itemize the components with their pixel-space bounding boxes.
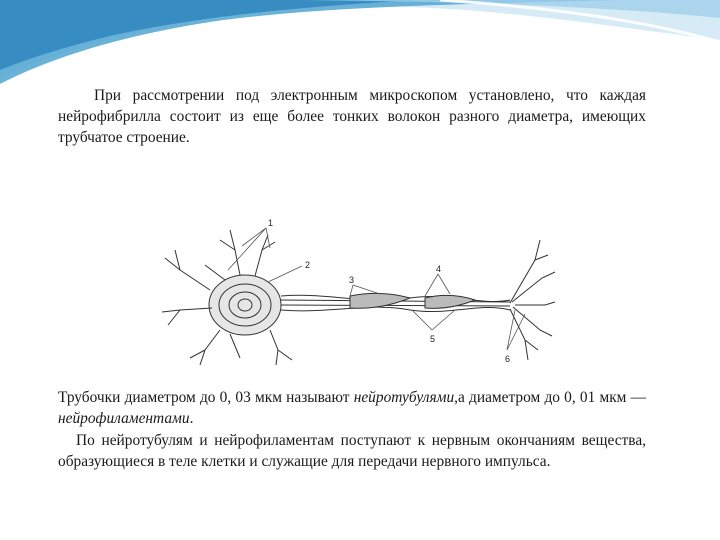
figure-label-1: 1	[268, 218, 274, 228]
intro-paragraph: При рассмотрении под электронным микроскопом установлено, что каждая нейрофибрилла состоит из еще более тонких волокон разного диаметра, имеющих трубчатое строение.	[58, 87, 646, 146]
transport-paragraph: По нейротубулям и нейрофиламентам поступают к нервным окончаниям вещества, образующиеся в теле клетки и служащие для передачи нервного импульса.	[58, 432, 646, 470]
definition-text-part2: ,а диаметром до 0, 01 мкм —	[454, 389, 646, 406]
axon	[281, 293, 510, 311]
axon-terminal-branches	[510, 240, 555, 360]
figure-label-3: 3	[349, 275, 355, 285]
definition-text-part3: .	[189, 410, 194, 427]
figure-label-6: 6	[505, 354, 511, 364]
figure-label-5: 5	[430, 334, 436, 344]
figure-number-labels	[268, 218, 510, 364]
figure-label-2: 2	[305, 260, 311, 270]
neuron-cell-body	[162, 230, 292, 365]
term-neurofilaments: нейрофиламентами	[58, 410, 190, 427]
definition-paragraph	[58, 387, 646, 429]
figure-label-4: 4	[436, 264, 442, 274]
term-neurotubules: нейротубулями	[353, 389, 455, 406]
definition-text-part1: Трубочки диаметром до 0, 03 мкм называют	[58, 389, 354, 406]
neuron-diagram	[150, 210, 560, 370]
